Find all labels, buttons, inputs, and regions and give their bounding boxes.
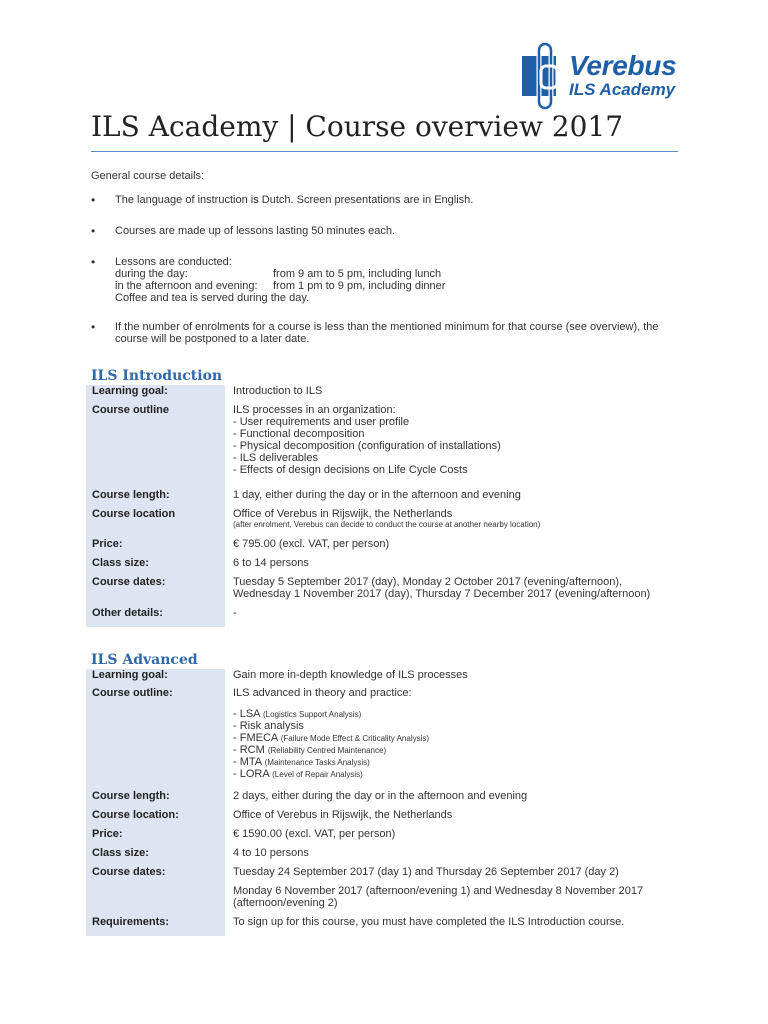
logo-brand-name: Verebus — [569, 50, 677, 81]
learning-goal-value: Introduction to ILS — [233, 385, 323, 397]
course-length-label: Course length: — [86, 790, 225, 809]
requirements-value: To sign up for this course, you must have completed the ILS Introduction course. — [233, 916, 625, 928]
other-details-label: Other details: — [86, 607, 225, 627]
table-row — [86, 866, 686, 916]
table-row — [86, 607, 686, 627]
title-divider — [91, 151, 678, 152]
class-size-value: 6 to 14 persons — [233, 557, 309, 569]
ils-advanced-table — [86, 669, 686, 936]
course-dates-value: Tuesday 5 September 2017 (day), Monday 2 October 2017 (evening/afternoon), Wednesday 1 November 2017 (day), Thursday 7 December 2017 (evening/afternoon) — [233, 576, 651, 600]
general-details-list — [91, 194, 681, 364]
list-item: - LSA (Logistics Support Analysis) — [233, 708, 362, 720]
table-row — [86, 847, 686, 866]
table-row — [86, 385, 686, 404]
learning-goal-value: Gain more in-depth knowledge of ILS processes — [233, 669, 468, 681]
list-item: - RCM (Reliability Centred Maintenance) — [233, 744, 387, 756]
list-item: • Lessons are conducted: during the day: from 9 am to 5 pm, including lunch in the afternoon and evening: from 1 pm to 9 pm, including dinner Coffee and tea is served during the day. — [91, 256, 681, 304]
section-title-ils-advanced: ILS Advanced — [91, 652, 198, 668]
section-title-ils-introduction: ILS Introduction — [91, 368, 223, 384]
logo-wordmark — [569, 52, 676, 98]
course-location-note: (after enrolment, Verebus can decide to conduct the course at another nearby location) — [233, 520, 541, 529]
price-label: Price: — [86, 828, 225, 847]
price-value: € 795.00 (excl. VAT, per person) — [233, 538, 390, 550]
verebus-logo — [521, 42, 681, 110]
table-row — [86, 489, 686, 508]
general-details-heading: General course details: — [91, 170, 205, 182]
table-row — [86, 538, 686, 557]
page-title: ILS Academy | Course overview 2017 — [91, 110, 624, 143]
table-row — [86, 404, 686, 489]
class-size-label: Class size: — [86, 847, 225, 866]
other-details-value: - — [233, 607, 237, 619]
table-row — [86, 809, 686, 828]
course-length-value: 1 day, either during the day or in the afternoon and evening — [233, 489, 521, 501]
table-row — [86, 669, 686, 687]
chain-link-logo-icon — [521, 42, 567, 110]
course-location-label: Course location — [86, 508, 225, 538]
course-location-label: Course location: — [86, 809, 225, 828]
ils-introduction-table — [86, 385, 686, 627]
learning-goal-label: Learning goal: — [86, 669, 225, 687]
course-outline-label: Course outline: — [86, 687, 225, 790]
table-row — [86, 828, 686, 847]
table-row — [86, 916, 686, 936]
logo-subtitle: ILS Academy — [569, 80, 676, 99]
course-length-value: 2 days, either during the day or in the afternoon and evening — [233, 790, 528, 802]
list-item: • The language of instruction is Dutch. Screen presentations are in English. — [91, 194, 681, 206]
list-item: • Courses are made up of lessons lasting 50 minutes each. — [91, 225, 681, 237]
course-dates-label: Course dates: — [86, 576, 225, 607]
price-label: Price: — [86, 538, 225, 557]
list-item: • If the number of enrolments for a course is less than the mentioned minimum for that course (see overview), the course will be postponed to a later date. — [91, 321, 681, 345]
class-size-label: Class size: — [86, 557, 225, 576]
table-row — [86, 790, 686, 809]
table-row — [86, 508, 686, 538]
course-location-value: Office of Verebus in Rijswijk, the Netherlands — [233, 809, 453, 821]
learning-goal-label: Learning goal: — [86, 385, 225, 404]
lesson-times-day: during the day: from 9 am to 5 pm, including lunch — [115, 268, 442, 280]
course-dates-label: Course dates: — [86, 866, 225, 916]
table-row — [86, 557, 686, 576]
course-outline-value: ILS advanced in theory and practice: - LSA (Logistics Support Analysis) - Risk analysis - FMECA (Failure Mode Effect & Criticality Analysis) - RCM (Reliability Centred Maintenance) - MTA (Maintenance Tasks Analysis) - LORA (Level of Repair Analysis) — [225, 687, 686, 790]
lesson-times-evening: in the afternoon and evening: from 1 pm to 9 pm, including dinner — [115, 280, 446, 292]
table-row — [86, 576, 686, 607]
course-outline-value: ILS processes in an organization: - User requirements and user profile - Functional decomposition - Physical decomposition (configuration of installations) - ILS deliverables - Effects of design decisions on Life Cycle Costs — [233, 404, 501, 476]
table-row — [86, 687, 686, 790]
course-dates-value: Tuesday 24 September 2017 (day 1) and Thursday 26 September 2017 (day 2) Monday 6 November 2017 (afternoon/evening 1) and Wednesday 8 November 2017 (afternoon/evening 2) — [233, 866, 644, 909]
course-outline-label: Course outline — [86, 404, 225, 489]
requirements-label: Requirements: — [86, 916, 225, 936]
list-item: - MTA (Maintenance Tasks Analysis) — [233, 756, 370, 768]
class-size-value: 4 to 10 persons — [233, 847, 309, 859]
list-item: - Risk analysis — [233, 720, 304, 732]
list-item: - FMECA (Failure Mode Effect & Criticality Analysis) — [233, 732, 430, 744]
price-value: € 1590.00 (excl. VAT, per person) — [233, 828, 396, 840]
list-item: - LORA (Level of Repair Analysis) — [233, 768, 363, 780]
course-location-value: Office of Verebus in Rijswijk, the Netherlands (after enrolment, Verebus can decide to conduct the course at another nearby location) — [225, 508, 686, 538]
course-length-label: Course length: — [86, 489, 225, 508]
